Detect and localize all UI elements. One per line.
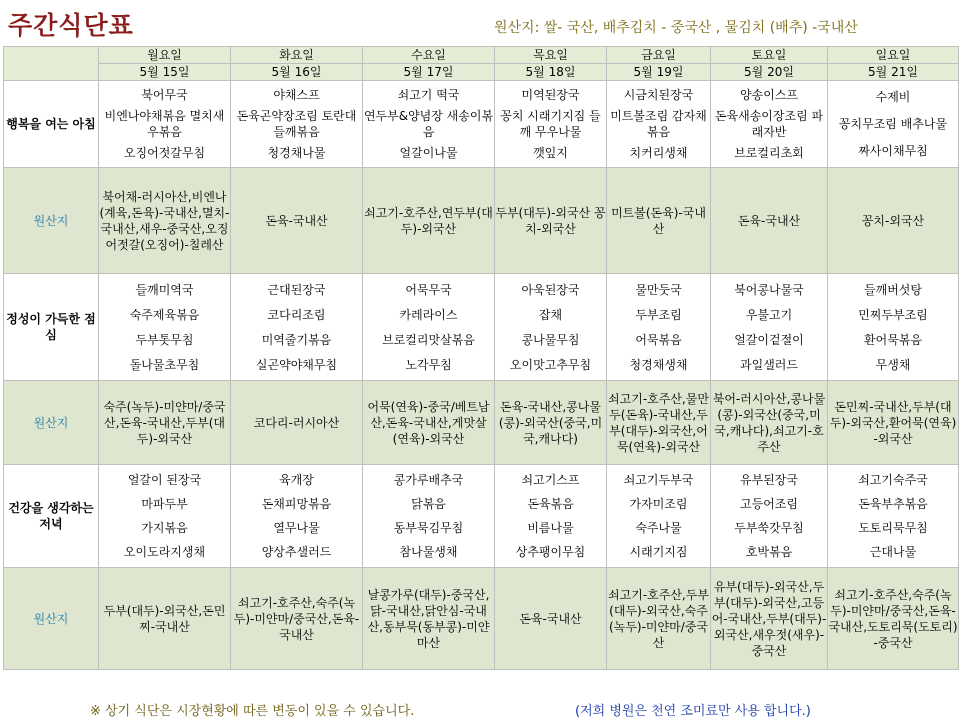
dish-item: 어묵볶음 [635, 332, 682, 347]
dish-item: 숙주제육볶음 [129, 307, 200, 322]
origin-cell: 돈육-국내산 [495, 568, 607, 670]
origin-row [4, 568, 959, 670]
dish-item: 두부조림 [635, 307, 682, 322]
dish-list [711, 84, 827, 164]
day-header: 월요일 [99, 47, 231, 64]
dish-item: 시금치된장국 [623, 87, 694, 102]
dish-item: 근대나물 [869, 545, 917, 559]
meal-cell [231, 274, 363, 381]
meal-cell [363, 274, 495, 381]
dish-item: 닭볶음 [411, 497, 446, 511]
dish-list [828, 468, 958, 564]
day-header: 화요일 [231, 47, 363, 64]
origin-cell: 미트볼(돈육)-국내산 [607, 168, 711, 274]
dish-item: 고등어조림 [740, 497, 798, 511]
origin-cell: 두부(대두)-외국산,돈민찌-국내산 [99, 568, 231, 670]
meal-row [4, 81, 959, 168]
meal-cell [828, 274, 959, 381]
date-header: 5월 17일 [363, 64, 495, 81]
dish-item: 쇠고기숙주국 [858, 473, 928, 487]
meal-cell [828, 465, 959, 568]
day-header: 금요일 [607, 47, 711, 64]
dish-item: 돈육볶음 [527, 497, 574, 511]
meal-label: 건강을 생각하는 저녁 [4, 465, 99, 568]
meal-cell [711, 465, 828, 568]
dish-item: 열무나물 [273, 521, 320, 535]
dish-item: 환어묵볶음 [864, 332, 922, 347]
dish-list [231, 277, 362, 377]
dish-item: 얼갈이나물 [399, 146, 458, 161]
dish-item: 마파두부 [141, 497, 188, 511]
dish-item: 숙주나물 [635, 521, 682, 535]
dish-list [607, 468, 710, 564]
dish-item: 콩가루배추국 [393, 473, 464, 487]
dish-list [363, 277, 494, 377]
meal-row [4, 274, 959, 381]
date-header: 5월 20일 [711, 64, 828, 81]
dish-item: 노각무침 [405, 357, 452, 372]
date-header: 5월 21일 [828, 64, 959, 81]
dish-item: 청경채생채 [629, 357, 688, 372]
dish-item: 깻잎지 [533, 146, 568, 161]
meal-cell [495, 81, 607, 168]
meal-cell [711, 274, 828, 381]
origin-cell: 쇠고기-호주산,숙주(녹두)-미얀마/중국산,돈육-국내산,도토리묵(도토리)-중국산 [828, 568, 959, 670]
dish-item: 미역된장국 [521, 87, 580, 102]
dish-list [99, 277, 230, 377]
dish-item: 상추팽이무침 [515, 545, 586, 559]
dish-item: 돈육부추볶음 [858, 497, 928, 511]
dish-item: 동부묵김무침 [393, 521, 464, 535]
dish-item: 쇠고기 떡국 [397, 87, 460, 102]
meal-cell [99, 465, 231, 568]
dish-item: 물만둣국 [635, 282, 682, 297]
dish-item: 오이맛고추무침 [509, 357, 592, 372]
meal-cell [495, 465, 607, 568]
dish-list [99, 84, 230, 164]
dish-item: 가자미조림 [629, 497, 688, 511]
header-row-dates [4, 64, 959, 81]
dish-item: 미트볼조림 감자채볶음 [610, 108, 707, 139]
dish-item: 유부된장국 [740, 473, 798, 487]
origin-cell: 유부(대두)-외국산,두부(대두)-외국산,고등어-국내산,두부(대두)-외국산,새우젓(새우)-중국산 [711, 568, 828, 670]
dish-item: 실곤약야채무침 [255, 357, 338, 372]
meal-cell [607, 465, 711, 568]
origin-row [4, 168, 959, 274]
origin-cell: 돈민찌-국내산,두부(대두)-외국산,환어묵(연육)-외국산 [828, 381, 959, 465]
dish-item: 짜사이채무침 [858, 143, 928, 158]
dish-item: 가지볶음 [141, 521, 188, 535]
dish-list [711, 277, 827, 377]
dish-list [495, 468, 606, 564]
dish-list [828, 84, 958, 164]
origin-label: 원산지 [4, 381, 99, 465]
dish-item: 브로컬리초회 [734, 146, 804, 161]
dish-item: 육개장 [279, 473, 314, 487]
dish-list [828, 277, 958, 377]
dish-item: 참나물생채 [399, 545, 458, 559]
meal-cell [711, 81, 828, 168]
dish-item: 오이도라지생채 [123, 545, 206, 559]
day-header: 수요일 [363, 47, 495, 64]
date-header: 5월 19일 [607, 64, 711, 81]
origin-cell: 쇠고기-호주산,두부(대두)-외국산,숙주(녹두)-미얀마/중국산 [607, 568, 711, 670]
dish-item: 카레라이스 [399, 307, 458, 322]
meal-cell [99, 274, 231, 381]
dish-list [607, 277, 710, 377]
dish-item: 아욱된장국 [521, 282, 580, 297]
day-header: 토요일 [711, 47, 828, 64]
dish-item: 두부쑥갓무침 [734, 521, 804, 535]
origin-info: 원산지: 쌀- 국산, 배추김치 - 중국산 , 물김치 (배추) -국내산 [494, 20, 858, 36]
menu-table [3, 46, 959, 670]
dish-item: 비엔나야채볶음 멸치새우볶음 [104, 108, 225, 139]
footer-note-natural-seasoning: (저희 병원은 천연 조미료만 사용 합니다.) [575, 704, 811, 719]
dish-item: 시래기지짐 [629, 545, 688, 559]
dish-list [495, 84, 606, 164]
dish-item: 쇠고기스프 [521, 473, 580, 487]
origin-cell: 돈육-국내산,콩나물(콩)-외국산(중국,미국,캐나다) [495, 381, 607, 465]
dish-item: 민찌두부조림 [858, 307, 928, 322]
dish-item: 북어무국 [141, 87, 188, 102]
dish-list [607, 84, 710, 164]
dish-item: 얼갈이겉절이 [734, 332, 804, 347]
origin-cell: 쇠고기-호주산,연두부(대두)-외국산 [363, 168, 495, 274]
dish-item: 야채스프 [273, 87, 320, 102]
dish-list [363, 84, 494, 164]
dish-item: 돈육곤약장조림 토란대들깨볶음 [236, 108, 357, 139]
dish-list [711, 468, 827, 564]
date-header: 5월 18일 [495, 64, 607, 81]
origin-cell: 북어-러시아산,콩나물(콩)-외국산(중국,미국,캐나다),쇠고기-호주산 [711, 381, 828, 465]
dish-item: 과일샐러드 [740, 357, 798, 372]
meal-cell [828, 81, 959, 168]
page-title: 주간식단표 [8, 11, 134, 40]
origin-cell: 어묵(연육)-중국/베트남산,돈육-국내산,게맛살(연육)-외국산 [363, 381, 495, 465]
dish-list [495, 277, 606, 377]
dish-item: 들깨버섯탕 [864, 282, 922, 297]
meal-cell [363, 81, 495, 168]
dish-list [231, 84, 362, 164]
origin-cell: 두부(대두)-외국산 꽁치-외국산 [495, 168, 607, 274]
dish-item: 콩나물무침 [521, 332, 580, 347]
dish-item: 두부톳무침 [135, 332, 194, 347]
dish-item: 오징어젓갈무침 [123, 146, 206, 161]
dish-item: 브로컬리맛살볶음 [382, 332, 475, 347]
dish-item: 양송이스프 [740, 87, 798, 102]
meal-cell [231, 465, 363, 568]
dish-list [231, 468, 362, 564]
origin-row [4, 381, 959, 465]
date-header: 5월 15일 [99, 64, 231, 81]
dish-item: 꽁치무조림 배추나물 [838, 116, 948, 131]
origin-cell: 쇠고기-호주산,물만두(돈육)-국내산,두부(대두)-외국산,어묵(연육)-외국산 [607, 381, 711, 465]
dish-item: 쇠고기두부국 [623, 473, 694, 487]
meal-cell [231, 81, 363, 168]
origin-cell: 북어채-러시아산,비엔나(계육,돈육)-국내산,멸치-국내산,새우-중국산,오징어젓갈(오징어)-칠레산 [99, 168, 231, 274]
dish-item: 들깨미역국 [135, 282, 194, 297]
dish-item: 무생채 [875, 357, 911, 372]
dish-item: 얼갈이 된장국 [127, 473, 202, 487]
day-header: 목요일 [495, 47, 607, 64]
meal-cell [495, 274, 607, 381]
meal-row [4, 465, 959, 568]
footer-note: ※ 상기 식단은 시장현황에 따른 변동이 있을 수 있습니다. [90, 704, 415, 719]
dish-item: 근대된장국 [267, 282, 326, 297]
dish-list [363, 468, 494, 564]
meal-cell [607, 274, 711, 381]
dish-item: 어묵무국 [405, 282, 452, 297]
origin-cell: 쇠고기-호주산,숙주(녹두)-미얀마/중국산,돈육-국내산 [231, 568, 363, 670]
dish-item: 치커리생채 [629, 146, 688, 161]
dish-item: 돌나물초무침 [129, 357, 200, 372]
dish-item: 비름나물 [527, 521, 574, 535]
dish-item: 도토리묵무침 [858, 521, 928, 535]
origin-cell: 코다리-러시아산 [231, 381, 363, 465]
meal-cell [607, 81, 711, 168]
origin-cell: 돈육-국내산 [711, 168, 828, 274]
dish-item: 호박볶음 [745, 545, 793, 559]
dish-item: 돈채피망볶음 [261, 497, 332, 511]
origin-cell: 날콩가루(대두)-중국산,닭-국내산,닭안심-국내산,동부묵(동부콩)-미얀마산 [363, 568, 495, 670]
dish-item: 코다리조림 [267, 307, 326, 322]
origin-cell: 돈육-국내산 [231, 168, 363, 274]
origin-cell: 숙주(녹두)-미얀마/중국산,돈육-국내산,두부(대두)-외국산 [99, 381, 231, 465]
dish-item: 연두부&양념장 새송이볶음 [363, 108, 494, 139]
day-header: 일요일 [828, 47, 959, 64]
dish-item: 북어콩나물국 [734, 282, 804, 297]
dish-item: 미역줄기볶음 [261, 332, 332, 347]
dish-item: 청경채나물 [267, 146, 326, 161]
dish-item: 양상추샐러드 [261, 545, 332, 559]
meal-label: 행복을 여는 아침 [4, 81, 99, 168]
origin-label: 원산지 [4, 168, 99, 274]
dish-item: 꽁치 시래기지짐 들깨 무우나물 [500, 108, 601, 139]
meal-cell [363, 465, 495, 568]
meal-label: 정성이 가득한 점심 [4, 274, 99, 381]
origin-label: 원산지 [4, 568, 99, 670]
dish-item: 돈육새송이장조림 파래자반 [714, 108, 824, 139]
meal-cell [99, 81, 231, 168]
dish-list [99, 468, 230, 564]
date-header: 5월 16일 [231, 64, 363, 81]
header-row-days [4, 47, 959, 64]
header-corner [4, 47, 99, 81]
dish-item: 잡채 [538, 307, 563, 322]
dish-item: 수제비 [875, 90, 911, 105]
origin-cell: 꽁치-외국산 [828, 168, 959, 274]
dish-item: 우불고기 [745, 307, 793, 322]
